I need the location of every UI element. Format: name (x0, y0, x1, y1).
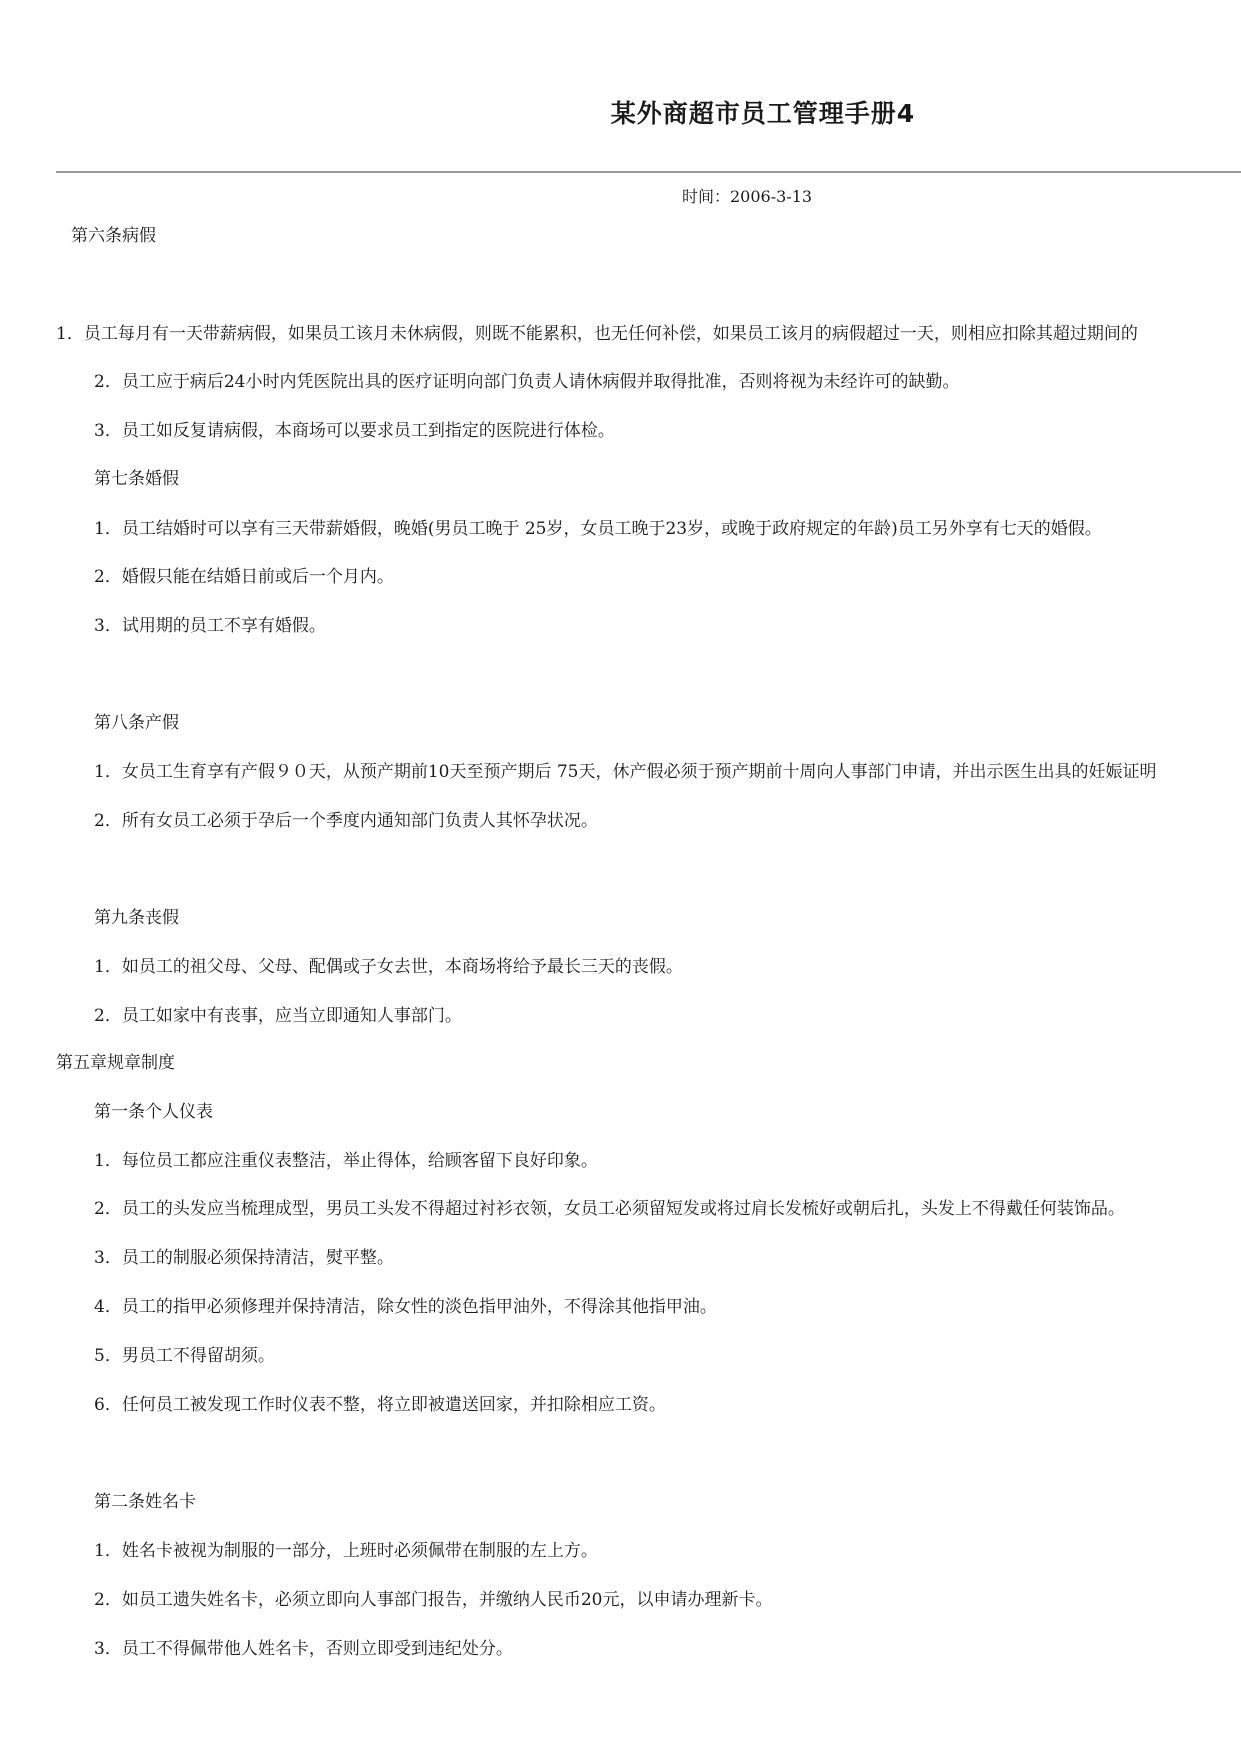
article-heading (94, 1491, 196, 1513)
item-text: 员工不得佩带他人姓名卡，否则立即受到违纪处分。 (121, 1639, 513, 1659)
item-text: 员工每月有一天带薪病假，如果员工该月未休病假，则既不能累积，也无任何补偿，如果员工该月的病假超过一天，则相应扣除其超过期间的 (83, 324, 1138, 344)
article-heading (94, 907, 179, 929)
item-text: 员工的指甲必须修理并保持清洁，除女性的淡色指甲油外，不得涂其他指甲油。 (121, 1297, 717, 1317)
chapter-heading (56, 1052, 175, 1074)
list-item (94, 1005, 462, 1027)
article-heading-text: 第九条丧假 (94, 908, 179, 928)
item-number: 1． (56, 324, 84, 344)
item-number: 1． (94, 957, 122, 977)
item-number: 6． (94, 1395, 122, 1415)
article-heading (94, 1101, 213, 1123)
item-number: 3． (94, 1639, 122, 1659)
list-item (94, 1345, 275, 1367)
article-heading-text: 第一条个人仪表 (94, 1102, 213, 1122)
item-text: 姓名卡被视为制服的一部分，上班时必须佩带在制服的左上方。 (121, 1541, 598, 1561)
item-text: 所有女员工必须于孕后一个季度内通知部门负责人其怀孕状况。 (121, 811, 598, 831)
list-item (94, 1296, 717, 1318)
item-number: 3． (94, 421, 122, 441)
list-item (94, 1247, 394, 1269)
chapter-heading-text: 第五章规章制度 (56, 1053, 175, 1073)
article-heading-text: 第七条婚假 (94, 469, 179, 489)
item-number: 2． (94, 567, 122, 587)
item-text: 试用期的员工不享有婚假。 (121, 616, 326, 636)
item-text: 女员工生育享有产假９０天，从预产期前10天至预产期后 75天，休产假必须于预产期前十周向人事部门申请，并出示医生出具的妊娠证明 (121, 762, 1157, 782)
list-item (94, 1638, 513, 1660)
item-number: 2． (94, 1199, 122, 1219)
list-item (56, 323, 1138, 345)
list-item (94, 1589, 772, 1611)
publish-date: 时间：2006-3-13 (682, 187, 813, 206)
list-item (94, 1150, 598, 1172)
item-text: 员工的头发应当梳理成型，男员工头发不得超过衬衫衣领，女员工必须留短发或将过肩长发梳好或朝后扎，头发上不得戴任何装饰品。 (121, 1199, 1125, 1219)
list-item (94, 956, 683, 978)
list-item (94, 566, 394, 588)
article-heading-text: 第二条姓名卡 (94, 1492, 196, 1512)
item-text: 如员工的祖父母、父母、配偶或子女去世，本商场将给予最长三天的丧假。 (121, 957, 683, 977)
article-heading-text: 第八条产假 (94, 713, 179, 733)
list-item (94, 1198, 1125, 1220)
item-number: 5． (94, 1346, 122, 1366)
item-text: 任何员工被发现工作时仪表不整，将立即被遣送回家，并扣除相应工资。 (121, 1395, 666, 1415)
item-number: 2． (94, 372, 122, 392)
list-item (94, 518, 1102, 540)
article-heading-text: 第六条病假 (71, 226, 156, 246)
list-item (94, 371, 959, 393)
item-text: 员工如反复请病假，本商场可以要求员工到指定的医院进行体检。 (121, 421, 615, 441)
list-item (94, 810, 598, 832)
item-text: 婚假只能在结婚日前或后一个月内。 (121, 567, 394, 587)
item-text: 如员工遗失姓名卡，必须立即向人事部门报告，并缴纳人民币20元，以申请办理新卡。 (121, 1590, 773, 1610)
title-divider (56, 171, 1241, 173)
item-number: 1． (94, 762, 122, 782)
item-text: 男员工不得留胡须。 (121, 1346, 275, 1366)
item-text: 员工的制服必须保持清洁，熨平整。 (121, 1248, 394, 1268)
list-item (94, 420, 615, 442)
item-text: 员工结婚时可以享有三天带薪婚假，晚婚(男员工晚于 25岁，女员工晚于23岁，或晚于政府规定的年龄)员工另外享有七天的婚假。 (121, 519, 1102, 539)
item-number: 1． (94, 1151, 122, 1171)
item-number: 3． (94, 1248, 122, 1268)
item-text: 员工应于病后24小时内凭医院出具的医疗证明向部门负责人请休病假并取得批准，否则将视为未经许可的缺勤。 (121, 372, 960, 392)
document-title: 某外商超市员工管理手册4 (610, 99, 916, 128)
list-item (94, 761, 1157, 783)
item-text: 员工如家中有丧事，应当立即通知人事部门。 (121, 1006, 462, 1026)
item-number: 2． (94, 1590, 122, 1610)
item-text: 每位员工都应注重仪表整洁，举止得体，给顾客留下良好印象。 (121, 1151, 598, 1171)
list-item (94, 615, 326, 637)
article-heading (94, 712, 179, 734)
item-number: 4． (94, 1297, 122, 1317)
article-heading (71, 225, 156, 247)
item-number: 1． (94, 519, 122, 539)
list-item (94, 1394, 666, 1416)
list-item (94, 1540, 598, 1562)
item-number: 3． (94, 616, 122, 636)
item-number: 2． (94, 811, 122, 831)
item-number: 1． (94, 1541, 122, 1561)
item-number: 2． (94, 1006, 122, 1026)
article-heading (94, 468, 179, 490)
